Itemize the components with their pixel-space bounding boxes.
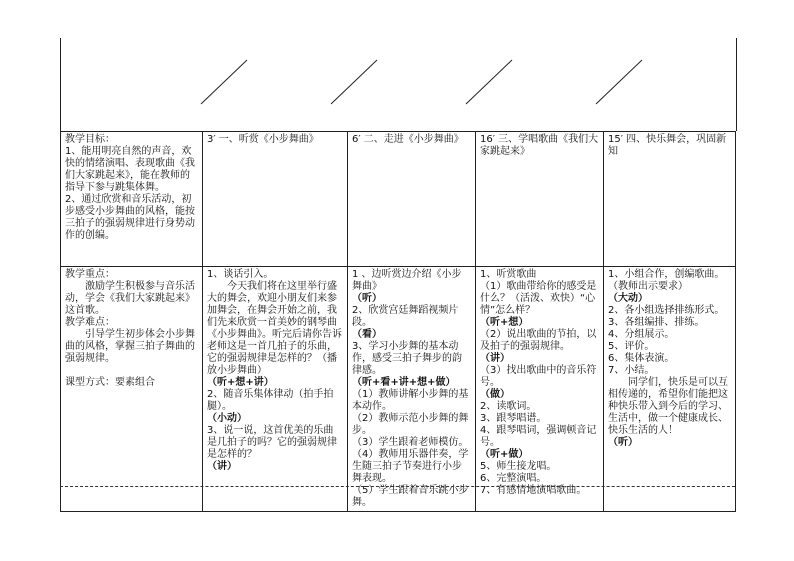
difficulty-text: 引导学生初步体会小步舞曲的风格，掌握三拍子舞曲的强弱规律。 bbox=[65, 329, 195, 364]
list-item: 3、各组编排、排练。 bbox=[608, 317, 705, 328]
list-item: 2、随音乐集体律动（拍手拍腿）。 bbox=[207, 389, 334, 412]
lesson-type: 课型方式：要素组合 bbox=[65, 377, 155, 388]
list-item: 2、欣赏宫廷舞蹈视频片段。 bbox=[352, 305, 459, 328]
song-learning-cell bbox=[476, 267, 604, 512]
list-item: 1、小组合作，创编歌曲。（教师出示要求） bbox=[608, 269, 725, 292]
list-item: （3）学生跟着老师模仿。 bbox=[352, 437, 469, 448]
goal-line: 2、通过欣赏和音乐活动，初步感受小步舞曲的风格，能按三拍子的强弱规律进行身势动作的创编。 bbox=[65, 194, 195, 241]
header-band bbox=[60, 38, 737, 131]
focus-text: 激励学生积极参与音乐活动，学会《我们大家跳起来》这首歌。 bbox=[65, 281, 195, 316]
lesson-plan-table bbox=[60, 131, 736, 512]
activity-tag: （讲） bbox=[480, 353, 510, 364]
list-item: 6、完整演唱。 bbox=[480, 473, 547, 484]
list-item: 4、跟琴唱词，强调顿音记号。 bbox=[480, 425, 597, 448]
activity-tag: （讲） bbox=[207, 461, 237, 472]
list-item: （3）找出歌曲中的音乐符号。 bbox=[480, 365, 597, 388]
section-header-3: 16′ 三、学唱歌曲《我们大家跳起来》 bbox=[476, 132, 604, 267]
list-item: 2、各小组选择排练形式。 bbox=[608, 305, 725, 316]
key-points-cell bbox=[61, 267, 203, 512]
minuet-activities-cell bbox=[348, 267, 476, 512]
list-item: 3、说一说，这首优美的乐曲是几拍子的吗？它的强弱规律是怎样的？ bbox=[207, 425, 337, 460]
list-item: 3、跟琴唱谱。 bbox=[480, 413, 547, 424]
activity-tag: （听+想） bbox=[480, 317, 529, 328]
list-item: （2）说出歌曲的节拍，以及拍子的强弱规律。 bbox=[480, 329, 597, 352]
list-item: 4、分组展示。 bbox=[608, 329, 675, 340]
activity-tag: （听+想+讲） bbox=[207, 377, 274, 388]
goal-line: 1、能用明亮自然的声音，欢快的情绪演唱、表现歌曲《我们大家跳起来》，能在教师的指导下参与跳集体舞。 bbox=[65, 146, 195, 193]
activity-tag: （做） bbox=[480, 389, 510, 400]
section-header-1: 3′ 一、听赏《小步舞曲》 bbox=[203, 132, 348, 267]
list-item: 7、小结。 bbox=[608, 365, 655, 376]
activity-tag: （听+做） bbox=[480, 449, 529, 460]
activity-tag: （小动） bbox=[207, 413, 247, 424]
focus-label: 教学重点： bbox=[65, 269, 115, 280]
list-item: （1）教师讲解小步舞的基本动作。 bbox=[352, 389, 469, 412]
list-item: 6、集体表演。 bbox=[608, 353, 675, 364]
list-item: （4）教师用乐器伴奏，学生随三拍子节奏进行小步舞表现。 bbox=[352, 449, 469, 484]
list-item: 5、评价。 bbox=[608, 341, 655, 352]
list-item: 1、谈话引入。 bbox=[207, 269, 274, 280]
list-item: 1 、边听赏边介绍《小步舞曲》 bbox=[352, 269, 462, 292]
list-item: 今天我们将在这里举行盛大的舞会，欢迎小朋友们来参加舞会，在舞会开始之前，我们先来欣赏一首美妙的钢琴曲《小步舞曲》。听完后请你告诉老师这是一首几拍子的乐曲，它的强弱规律是怎样的？（播放小步舞曲） bbox=[207, 281, 342, 376]
section-header-4: 15′ 四、快乐舞会，巩固新知 bbox=[604, 132, 736, 267]
section-header-2: 6′ 二、走进《小步舞曲》 bbox=[348, 132, 476, 267]
list-item: 1、听赏歌曲 bbox=[480, 269, 537, 280]
goal-label: 教学目标： bbox=[65, 134, 115, 145]
page-break-divider bbox=[60, 486, 735, 487]
difficulty-label: 教学难点： bbox=[65, 317, 115, 328]
activity-tag: （听+看+讲+想+做） bbox=[352, 377, 456, 388]
activity-tag: （听） bbox=[608, 437, 638, 448]
activity-tag: （听） bbox=[352, 293, 382, 304]
teaching-goal-cell bbox=[61, 132, 203, 267]
activity-tag: （大动） bbox=[608, 293, 648, 304]
list-item: 7、有感情地演唱歌曲。 bbox=[480, 485, 587, 496]
list-item: 同学们，快乐是可以互相传递的，希望你们能把这种快乐带入到今后的学习、生活中，做一个健康成长、快乐生活的人！ bbox=[608, 377, 728, 436]
listening-activities-cell bbox=[203, 267, 348, 512]
list-item: 3、学习小步舞的基本动作，感受三拍子舞步的韵律感。 bbox=[352, 341, 462, 376]
diagonal-strokes bbox=[61, 38, 736, 131]
list-item: （1）歌曲带给你的感受是什么？（活泼、欢快）“心情”怎么样？ bbox=[480, 281, 597, 316]
list-item: （2）教师示范小步舞的舞步。 bbox=[352, 413, 469, 436]
list-item: 2、读歌词。 bbox=[480, 401, 537, 412]
dance-party-cell bbox=[604, 267, 736, 512]
activity-tag: （看） bbox=[352, 329, 382, 340]
list-item: （5）学生跟着音乐跳小步舞。 bbox=[352, 485, 469, 508]
list-item: 5、师生接龙唱。 bbox=[480, 461, 557, 472]
